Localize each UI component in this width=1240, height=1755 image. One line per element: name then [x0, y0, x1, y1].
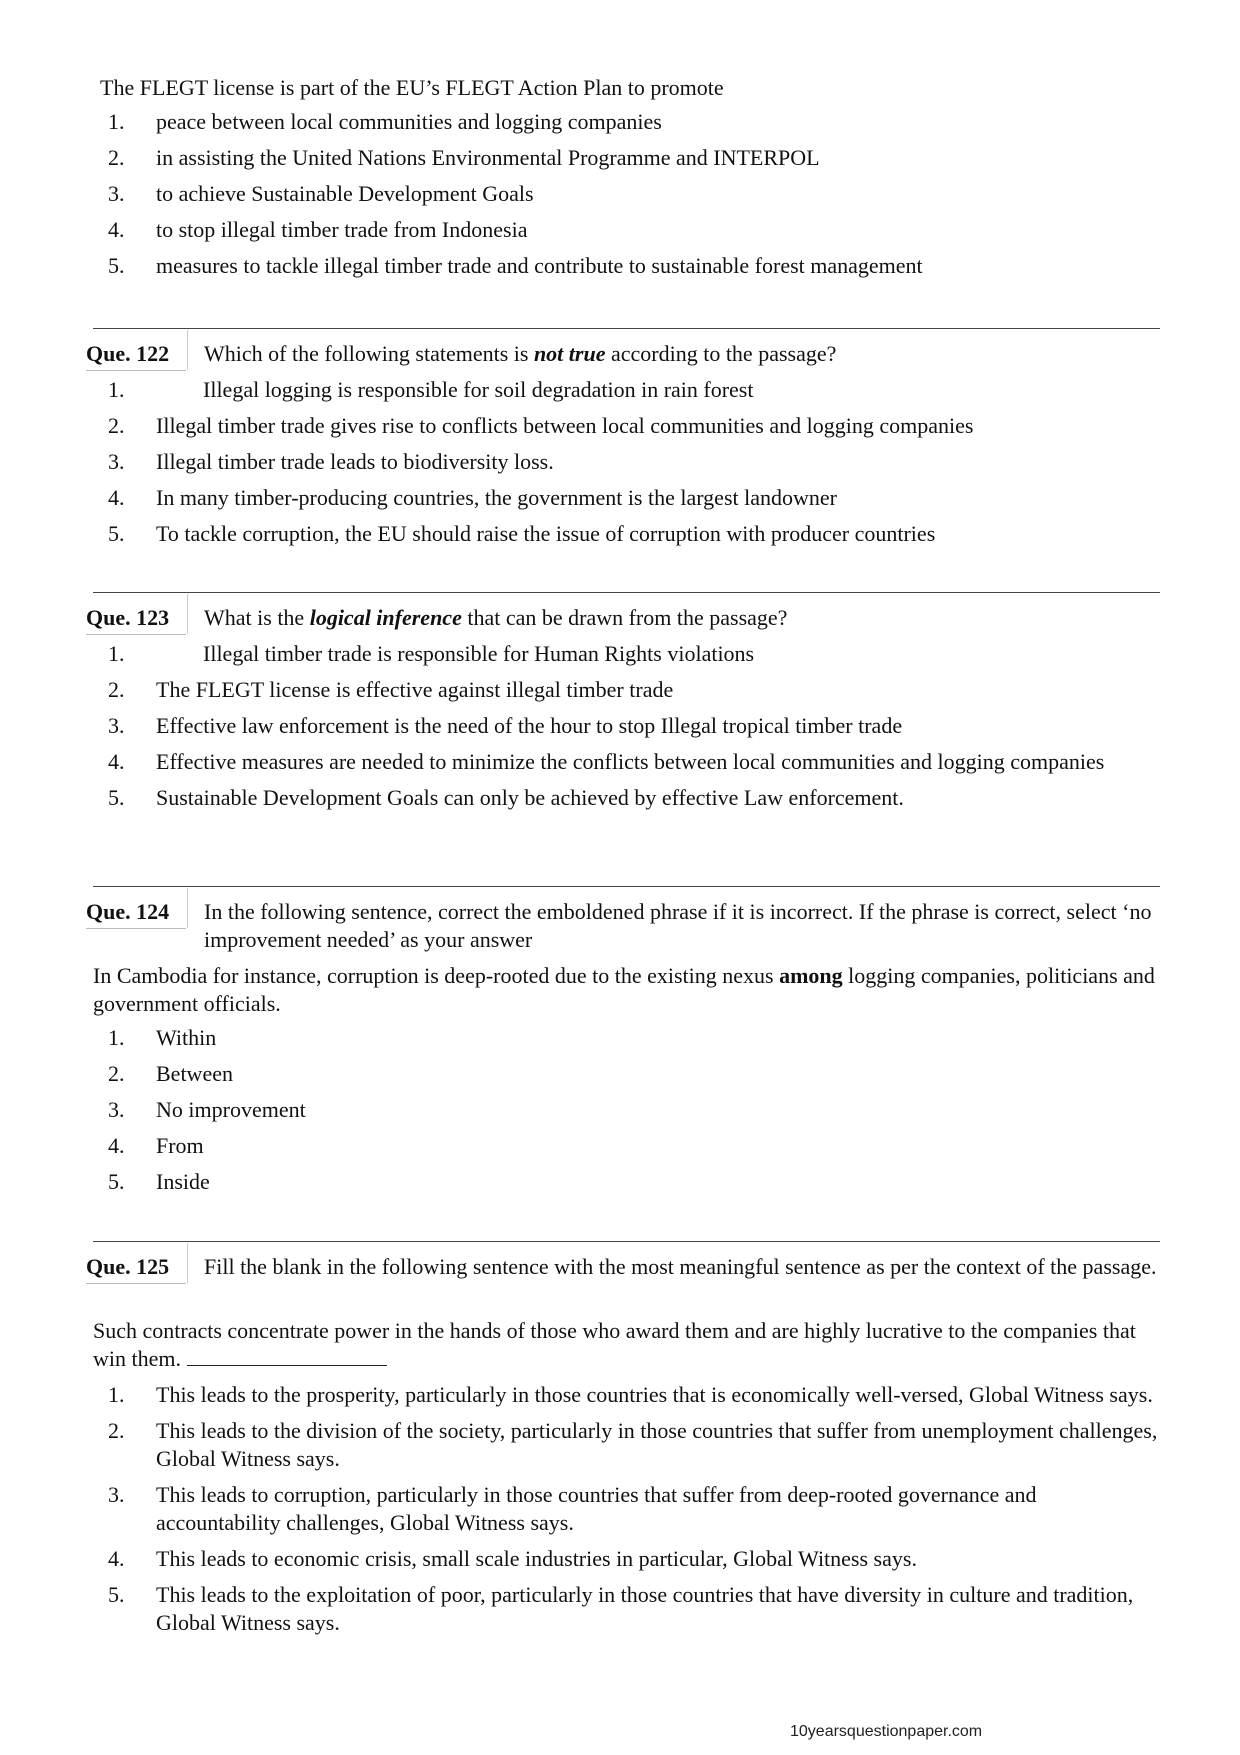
section-divider: [93, 592, 1160, 593]
option-number: 1.: [108, 641, 125, 666]
option-text: Inside: [156, 1169, 210, 1194]
option-number: 2.: [108, 1418, 125, 1443]
option-text: No improvement: [156, 1097, 306, 1122]
qline: [86, 1283, 186, 1284]
option-number: 5.: [108, 1582, 125, 1607]
option-text: peace between local communities and logging companies: [156, 109, 662, 134]
option-number: 2.: [108, 677, 125, 702]
question-123-options: [100, 640, 1160, 820]
span: according to the passage?: [605, 341, 837, 366]
span: Which of the following statements is: [204, 341, 534, 366]
qline: [86, 370, 186, 371]
option-text: This leads to economic crisis, small scale industries in particular, Global Witness says.: [156, 1546, 917, 1571]
qvline: [187, 888, 188, 928]
option-text: This leads to the division of the society, particularly in those countries that suffer from unemployment challenges, Global Witness says.: [156, 1418, 1158, 1471]
option-item[interactable]: [100, 216, 1160, 244]
question-number: Que. 122: [86, 341, 170, 366]
option-item[interactable]: [100, 376, 1160, 404]
option-text: From: [156, 1133, 204, 1158]
option-item[interactable]: [100, 1417, 1160, 1473]
option-number: 4.: [108, 749, 125, 774]
option-text: Within: [156, 1025, 217, 1050]
question-emphasis: not true: [533, 341, 606, 366]
footer-site-link[interactable]: 10yearsquestionpaper.com: [790, 1723, 983, 1740]
intro-options: [100, 108, 1160, 288]
option-number: 3.: [108, 449, 125, 474]
option-text: Between: [156, 1061, 233, 1086]
option-text: The FLEGT license is effective against illegal timber trade: [156, 677, 674, 702]
question-text: Fill the blank in the following sentence with the most meaningful sentence as per the context of the passage.: [204, 1254, 1157, 1279]
option-number: 4.: [108, 217, 125, 242]
question-emphasis: logical inference: [309, 605, 462, 630]
option-text: in assisting the United Nations Environmental Programme and INTERPOL: [156, 145, 820, 170]
span: that can be drawn from the passage?: [461, 605, 788, 630]
option-item[interactable]: [100, 1545, 1160, 1573]
question-number: Que. 124: [86, 899, 170, 924]
qvline: [187, 594, 188, 634]
section-divider: [93, 886, 1160, 887]
option-number: 3.: [108, 1097, 125, 1122]
option-item[interactable]: [100, 1060, 1160, 1088]
qvline: [187, 1243, 188, 1283]
span: What is the: [204, 605, 310, 630]
option-item[interactable]: [100, 1581, 1160, 1637]
question-124-sentence: [93, 962, 1163, 1018]
option-text: Effective measures are needed to minimize the conflicts between local communities and logging companies: [156, 749, 1105, 774]
option-text: This leads to the exploitation of poor, particularly in those countries that have diversity in culture and tradition, Global Witness says.: [156, 1582, 1134, 1635]
option-text: to stop illegal timber trade from Indonesia: [156, 217, 528, 242]
option-item[interactable]: [100, 640, 1160, 668]
qline: [86, 928, 186, 929]
option-item[interactable]: [100, 1481, 1160, 1537]
option-text: This leads to the prosperity, particularly in those countries that is economically well-versed, Global Witness says.: [156, 1382, 1153, 1407]
option-number: 1.: [108, 1382, 125, 1407]
option-item[interactable]: [100, 520, 1160, 548]
option-item[interactable]: [100, 712, 1160, 740]
option-number: 2.: [108, 1061, 125, 1086]
question-text: [204, 604, 1164, 632]
option-text: Effective law enforcement is the need of the hour to stop Illegal tropical timber trade: [156, 713, 903, 738]
option-number: 3.: [108, 181, 125, 206]
option-number: 4.: [108, 1133, 125, 1158]
option-number: 5.: [108, 521, 125, 546]
option-item[interactable]: [100, 412, 1160, 440]
option-number: 5.: [108, 253, 125, 278]
option-number: 2.: [108, 413, 125, 438]
option-item[interactable]: [100, 1096, 1160, 1124]
option-text: This leads to corruption, particularly in those countries that suffer from deep-rooted governance and accountability challenges, Global Witness says.: [156, 1482, 1037, 1535]
option-number: 1.: [108, 1025, 125, 1050]
option-number: 5.: [108, 1169, 125, 1194]
option-item[interactable]: [100, 1024, 1160, 1052]
option-item[interactable]: [100, 1168, 1160, 1196]
span: In Cambodia for instance, corruption is deep-rooted due to the existing nexus: [93, 963, 780, 988]
option-number: 4.: [108, 485, 125, 510]
option-text: To tackle corruption, the EU should raise the issue of corruption with producer countries: [156, 521, 936, 546]
question-text: [204, 340, 1164, 368]
option-item[interactable]: [100, 784, 1160, 812]
question-number: Que. 125: [86, 1254, 170, 1279]
intro-question-stem: The FLEGT license is part of the EU’s FLEGT Action Plan to promote: [100, 75, 724, 100]
option-item[interactable]: [100, 180, 1160, 208]
qvline: [187, 330, 188, 370]
option-text: Illegal timber trade leads to biodiversity loss.: [156, 449, 554, 474]
option-text: Illegal timber trade is responsible for Human Rights violations: [203, 641, 755, 666]
option-item[interactable]: [100, 676, 1160, 704]
option-text: Illegal timber trade gives rise to conflicts between local communities and logging companies: [156, 413, 974, 438]
question-124-options: [100, 1024, 1160, 1204]
option-text: Illegal logging is responsible for soil degradation in rain forest: [203, 377, 754, 402]
span: Such contracts concentrate power in the hands of those who award them and are highly lucrative to the companies that win them.: [93, 1318, 1136, 1371]
option-item[interactable]: [100, 484, 1160, 512]
section-divider: [93, 328, 1160, 329]
question-number: Que. 123: [86, 605, 170, 630]
question-text: In the following sentence, correct the emboldened phrase if it is incorrect. If the phrase is correct, select ‘no improvement needed’ as your answer: [204, 899, 1152, 952]
option-number: 1.: [108, 109, 125, 134]
option-item[interactable]: [100, 448, 1160, 476]
option-item[interactable]: [100, 1132, 1160, 1160]
option-item[interactable]: [100, 144, 1160, 172]
option-number: 3.: [108, 713, 125, 738]
option-text: Sustainable Development Goals can only be achieved by effective Law enforcement.: [156, 785, 904, 810]
span: logging companies, politicians and government officials.: [93, 963, 1155, 1016]
option-item[interactable]: [100, 748, 1160, 776]
qline: [86, 634, 186, 635]
option-number: 5.: [108, 785, 125, 810]
question-125-options: [100, 1381, 1160, 1645]
option-number: 2.: [108, 145, 125, 170]
option-number: 4.: [108, 1546, 125, 1571]
option-text: to achieve Sustainable Development Goals: [156, 181, 534, 206]
option-item[interactable]: [100, 252, 1160, 280]
option-text: measures to tackle illegal timber trade and contribute to sustainable forest management: [156, 253, 923, 278]
option-number: 3.: [108, 1482, 125, 1507]
option-number: 1.: [108, 377, 125, 402]
option-text: In many timber-producing countries, the government is the largest landowner: [156, 485, 837, 510]
section-divider: [93, 1241, 1160, 1242]
answer-blank[interactable]: [187, 1345, 387, 1366]
question-122-options: [100, 376, 1160, 556]
option-item[interactable]: [100, 108, 1160, 136]
option-item[interactable]: [100, 1381, 1160, 1409]
question-125-sentence: [93, 1317, 1163, 1373]
emboldened-phrase: among: [779, 963, 843, 988]
